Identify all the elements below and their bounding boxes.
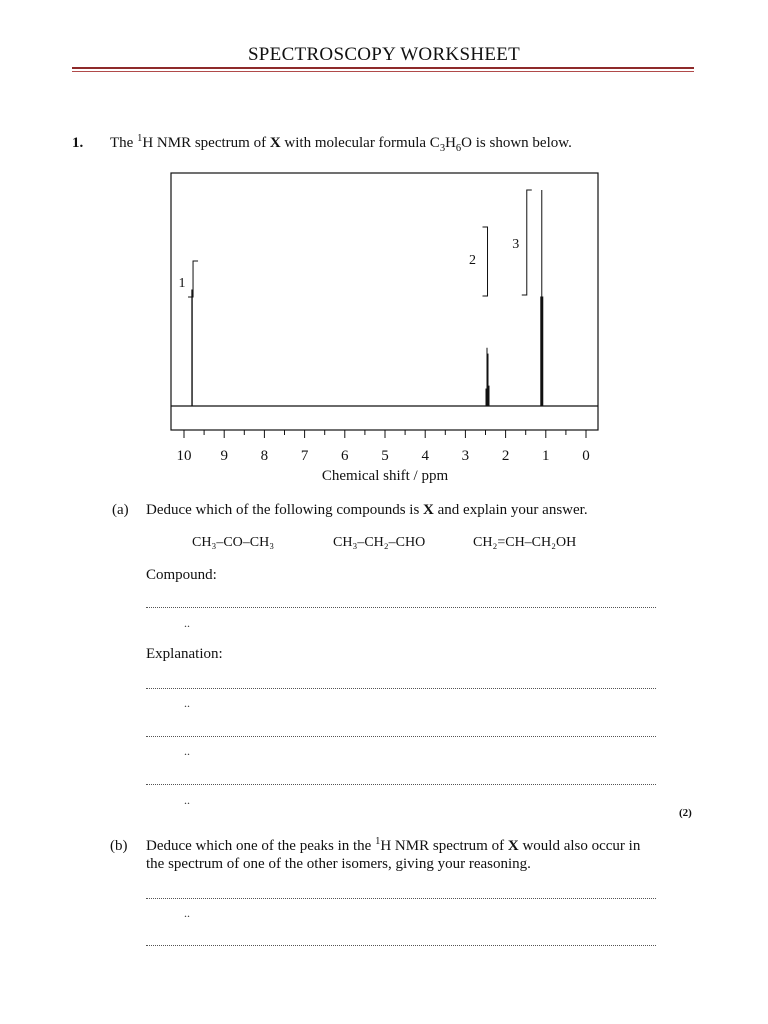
continuation-dots: .. [184, 696, 190, 710]
plot-frame [171, 173, 598, 430]
intro-sub-1: 3 [439, 143, 446, 154]
compound-label: Compound: [146, 567, 217, 583]
part-b-question-line-1 [146, 838, 640, 855]
intro-post-3: O is shown below. [461, 135, 572, 151]
x-tick-label: 9 [220, 448, 228, 464]
intro-sup: 1 [137, 133, 143, 144]
page-title: SPECTROSCOPY WORKSHEET [247, 44, 521, 65]
continuation-dots: .. [184, 906, 190, 920]
intro-mid: H NMR spectrum of [142, 135, 270, 151]
part-a-question [146, 502, 588, 519]
part-b-text-bold: X [507, 838, 519, 854]
x-tick-label: 3 [461, 448, 470, 464]
intro-sub-2: 6 [455, 143, 462, 154]
intro-post-2: H [445, 135, 456, 151]
integration-trace [483, 227, 488, 296]
part-b-label: (b) [110, 838, 128, 854]
intro-pre: The [110, 135, 138, 151]
x-tick-label: 5 [381, 448, 389, 464]
part-a-text-post: and explain your answer. [433, 502, 588, 518]
compound-option-1: CH₃–CO–CH₃ [192, 535, 275, 550]
nmr-spectrum-chart [0, 0, 768, 500]
explanation-answer-line-3[interactable] [146, 784, 656, 785]
part-b-answer-line-1[interactable] [146, 898, 656, 899]
question-number: 1. [72, 135, 84, 151]
integration-trace [188, 261, 198, 297]
part-a-label: (a) [112, 502, 129, 518]
explanation-answer-line-2[interactable] [146, 736, 656, 737]
marks-indicator: (2) [679, 807, 692, 819]
x-tick-label: 4 [421, 448, 429, 464]
part-b-question-line-2: the spectrum of one of the other isomers, giving your reasoning. [146, 856, 531, 872]
integration-label: 1 [178, 276, 186, 291]
compound-answer-line[interactable] [146, 607, 656, 608]
intro-bold: X [269, 135, 281, 151]
compound-option-2: CH₃–CH₂–CHO [333, 535, 426, 550]
part-a-text-bold: X [423, 502, 434, 518]
integration-label: 2 [469, 253, 477, 268]
x-tick-label: 1 [542, 448, 550, 464]
continuation-dots: .. [184, 744, 190, 758]
part-b-text-post: would also occur in [518, 838, 641, 854]
continuation-dots: .. [184, 793, 190, 807]
part-b-sup: 1 [375, 836, 381, 847]
explanation-label: Explanation: [146, 646, 223, 662]
part-b-text-pre: Deduce which one of the peaks in the [146, 838, 376, 854]
compound-option-3: CH₂=CH–CH₂OH [473, 535, 577, 550]
x-tick-label: 7 [300, 448, 309, 464]
explanation-answer-line-1[interactable] [146, 688, 656, 689]
part-a-text-pre: Deduce which of the following compounds is [146, 502, 424, 518]
integration-label: 3 [512, 237, 520, 252]
x-tick-label: 8 [260, 448, 269, 464]
part-b-text-mid: H NMR spectrum of [380, 838, 508, 854]
part-b-answer-line-2[interactable] [146, 945, 656, 946]
x-axis-label: Chemical shift / ppm [321, 468, 449, 484]
continuation-dots: .. [184, 616, 190, 630]
x-tick-label: 0 [582, 448, 590, 464]
x-tick-label: 6 [341, 448, 349, 464]
x-tick-label: 10 [176, 448, 192, 464]
integration-trace [522, 190, 532, 295]
x-tick-label: 2 [501, 448, 510, 464]
intro-post-1: with molecular formula C [280, 135, 440, 151]
